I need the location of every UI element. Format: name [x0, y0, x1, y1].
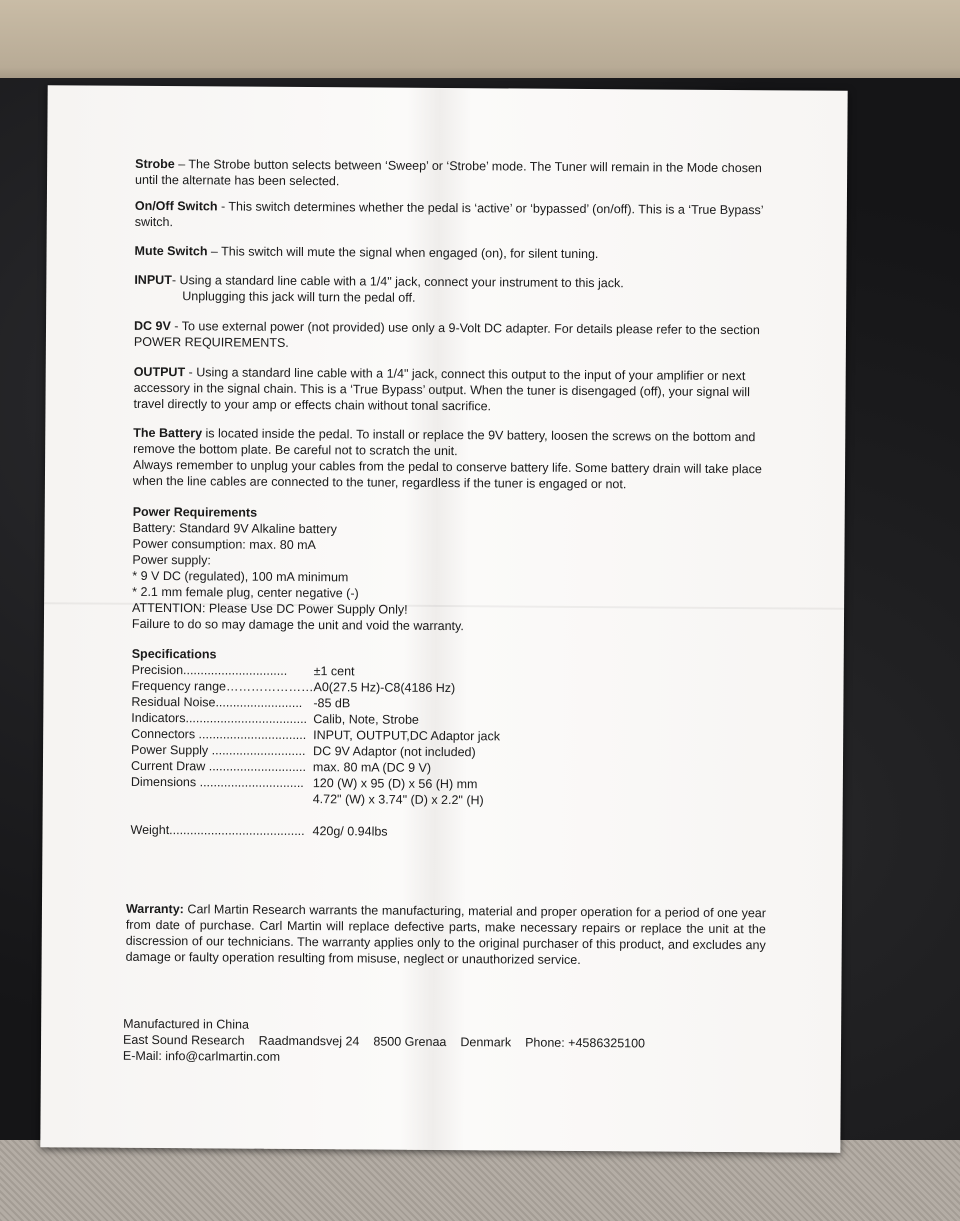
- spec-value: INPUT, OUTPUT,DC Adaptor jack: [313, 728, 501, 744]
- country-name: Denmark: [460, 1035, 512, 1050]
- spec-row: [131, 790, 771, 810]
- dc-text: - To use external power (not provided) use only a 9-Volt DC adapter. For details please refer to the section POWER REQUIREMENTS.: [133, 319, 760, 350]
- power-heading: Power Requirements: [132, 504, 258, 520]
- instruction-sheet: [40, 85, 847, 1153]
- company-name: East Sound Research: [123, 1032, 245, 1048]
- input-section: [134, 272, 774, 308]
- spec-value: Calib, Note, Strobe: [313, 712, 419, 727]
- dc-title: DC 9V: [133, 318, 171, 334]
- onoff-text: - This switch determines whether the pedal is ‘active’ or ‘bypassed’ (on/off). This is a ‘True Bypass’ switch.: [134, 199, 764, 230]
- input-title: INPUT: [134, 272, 172, 288]
- input-text: - Using a standard line cable with a 1/4" jack, connect your instrument to this jack.: [171, 273, 624, 291]
- warranty-text: Carl Martin Research warrants the manufacturing, material and proper operation for a period of one year from date of purchase. Carl Martin will replace defective parts, make necessary repairs or replace the unit at the discression of our technicians. The warranty applies only to the original purchaser of this product, and excludes any damage or faulty operation resulting from misuse, neglect or unauthorized service.: [125, 902, 767, 967]
- spec-key: [131, 790, 313, 807]
- dc-section: [134, 318, 774, 354]
- spec-value: -85 dB: [313, 696, 351, 711]
- power-line: Power supply:: [132, 552, 211, 568]
- output-section: [133, 364, 773, 416]
- manufacturer-footer: [123, 1016, 763, 1068]
- mute-title: Mute Switch: [134, 243, 208, 259]
- power-line: * 2.1 mm female plug, center negative (-): [132, 584, 359, 601]
- city-address: 8500 Grenaa: [373, 1034, 447, 1050]
- spec-row: [130, 822, 770, 842]
- power-line: Battery: Standard 9V Alkaline battery: [132, 520, 337, 537]
- strobe-title: Strobe: [135, 156, 175, 172]
- power-line: ATTENTION: Please Use DC Power Supply Only!: [132, 600, 408, 617]
- spec-value: max. 80 mA (DC 9 V): [312, 760, 432, 775]
- power-line: Failure to do so may damage the unit and void the warranty.: [131, 616, 464, 634]
- onoff-title: On/Off Switch: [134, 198, 218, 214]
- spec-key: Precision..............................: [131, 662, 288, 678]
- manufactured-in: Manufactured in China: [123, 1016, 249, 1032]
- phone-number: Phone: +4586325100: [525, 1035, 646, 1051]
- street-address: Raadmandsvej 24: [258, 1033, 360, 1049]
- spec-value: ±1 cent: [313, 664, 355, 679]
- spec-value: A0(27.5 Hz)-C8(4186 Hz): [313, 680, 456, 696]
- mute-text: – This switch will mute the signal when engaged (on), for silent tuning.: [207, 244, 599, 262]
- strobe-section: [135, 156, 775, 192]
- input-text-2: Unplugging this jack will turn the pedal off.: [182, 289, 416, 305]
- warranty-section: [126, 901, 766, 969]
- battery-section: [133, 425, 773, 493]
- specifications: [130, 646, 771, 842]
- spec-key: Residual Noise.........................: [131, 694, 303, 711]
- battery-text: is located inside the pedal. To install or replace the 9V battery, loosen the screws on the bottom and remove the bottom plate. Be careful not to scratch the unit.: [133, 426, 756, 459]
- spec-value: 120 (W) x 95 (D) x 56 (H) mm: [312, 776, 478, 792]
- spec-value: DC 9V Adaptor (not included): [313, 744, 476, 760]
- spec-key: Indicators...................................: [131, 710, 308, 727]
- spec-key: Dimensions ..............................: [130, 774, 304, 791]
- power-line: * 9 V DC (regulated), 100 mA minimum: [132, 568, 349, 585]
- spec-key: Weight.......................................: [130, 822, 305, 839]
- spec-key: Frequency range…………………: [131, 678, 314, 695]
- power-requirements: [132, 504, 773, 636]
- battery-title: The Battery: [133, 425, 203, 441]
- strobe-text: – The Strobe button selects between ‘Sweep’ or ‘Strobe’ mode. The Tuner will remain in the Mode chosen until the alternate has been selected.: [135, 157, 762, 189]
- spec-key: Power Supply ...........................: [131, 742, 306, 759]
- battery-text-2: Always remember to unplug your cables from the pedal to conserve battery life. Some battery drain will take place when the line cables are connected to the tuner, regardless if the tuner is engaged or not.: [132, 457, 762, 492]
- onoff-section: [135, 198, 775, 234]
- email-address: E-Mail: info@carlmartin.com: [122, 1048, 281, 1064]
- spec-key: Connectors ...............................: [131, 726, 307, 743]
- power-line: Power consumption: max. 80 mA: [132, 536, 316, 553]
- warranty-title: Warranty:: [125, 901, 184, 917]
- spec-key: Current Draw ............................: [130, 758, 307, 775]
- specs-heading: Specifications: [131, 646, 217, 662]
- output-text: - Using a standard line cable with a 1/4" jack, connect this output to the input of your amplifier or next accessory in the signal chain. This is a ‘True Bypass’ output. When the tuner is disengaged (off), your signal will travel directly to your amp or effects chain without tonal sacrifice.: [133, 365, 750, 414]
- spec-value: 4.72" (W) x 3.74" (D) x 2.2" (H): [312, 792, 484, 808]
- mute-section: [135, 243, 775, 263]
- output-title: OUTPUT: [133, 364, 186, 380]
- spec-value: 420g/ 0.94lbs: [312, 824, 388, 839]
